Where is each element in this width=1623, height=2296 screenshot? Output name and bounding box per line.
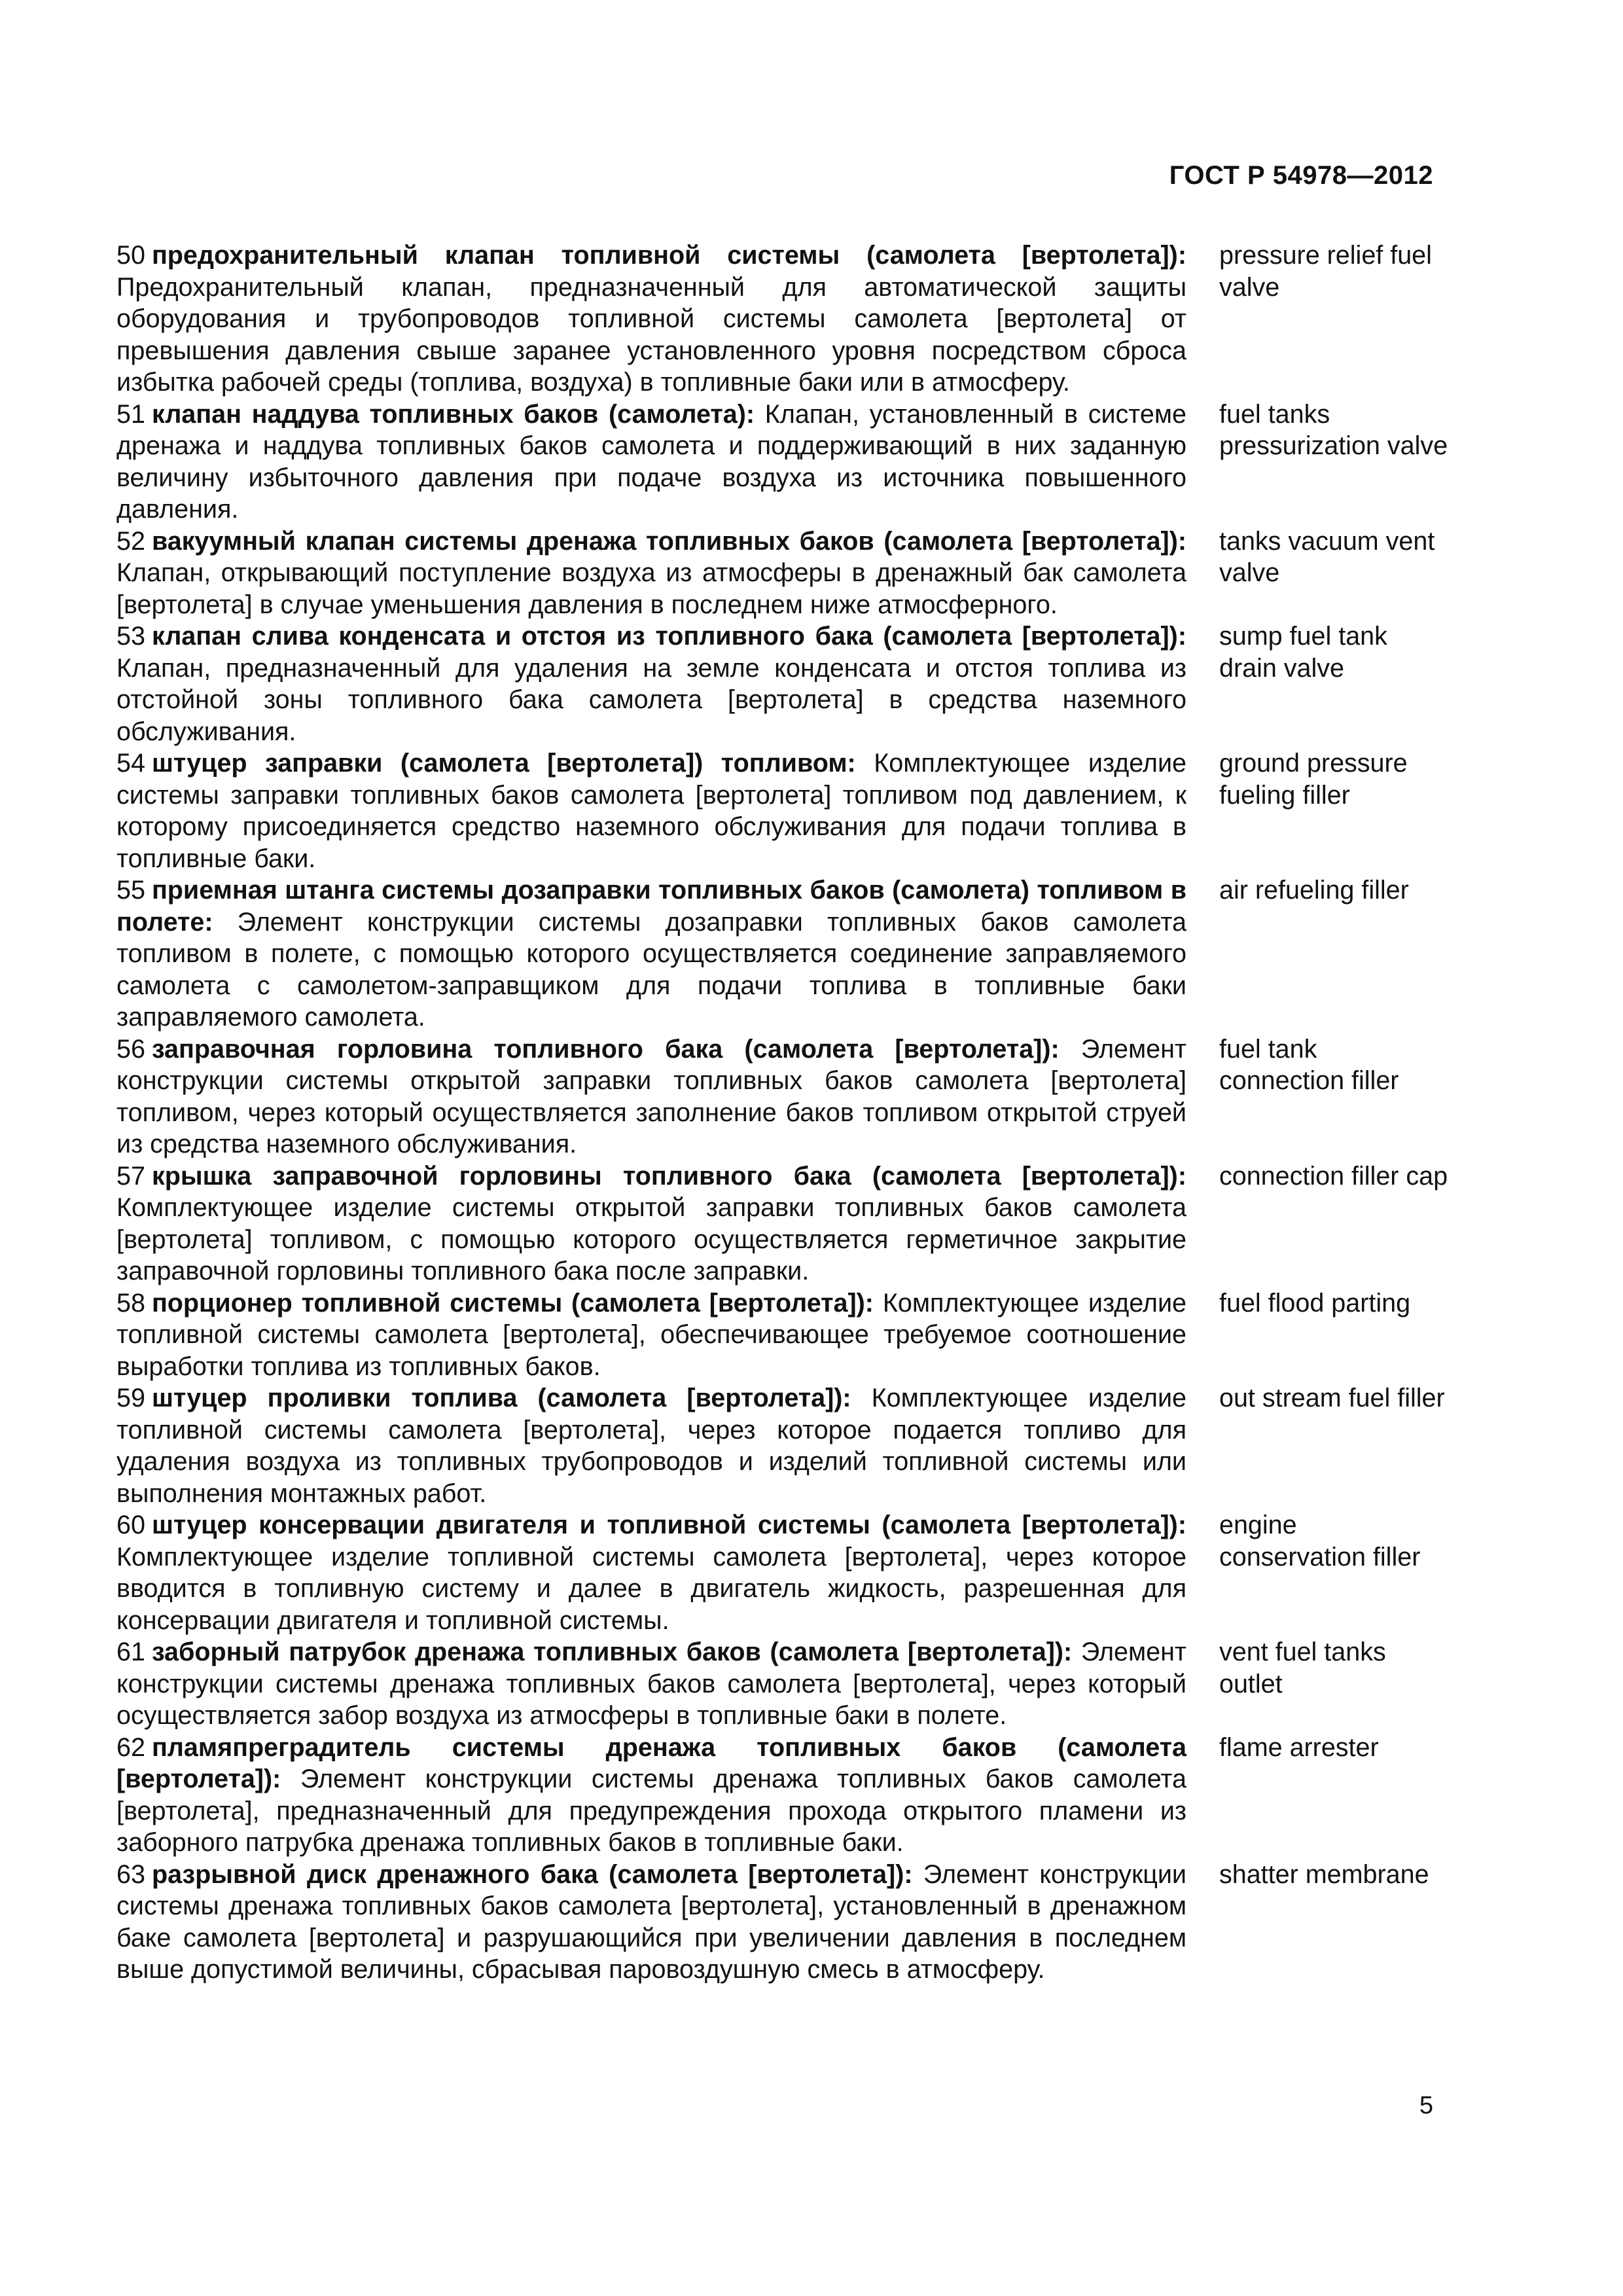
term-english: engine conservation filler (1219, 1511, 1421, 1571)
term-russian (116, 1160, 1186, 1287)
term-english: vent fuel tanks outlet (1219, 1638, 1386, 1698)
document-code: ГОСТ Р 54978—2012 (1169, 161, 1433, 190)
term-russian (116, 1859, 1186, 1986)
term-name: предохранительный клапан топливной системы (самолета [вертолета]): (151, 241, 1186, 270)
term-number: 54 (116, 749, 145, 778)
term-entry (116, 1732, 1448, 1859)
term-definition: Комплектующее изделие топливной системы самолета [вертолета], через которое подается топливо для удаления воздуха из топливных трубопроводов и изделий топливной системы или выполнения монтажных работ. (116, 1384, 1186, 1508)
term-entry (116, 399, 1448, 526)
term-english: out stream fuel filler (1219, 1384, 1445, 1412)
term-entry (116, 1859, 1448, 1986)
term-russian (116, 1382, 1186, 1509)
term-number: 62 (116, 1732, 145, 1762)
term-english: flame arrester (1219, 1732, 1379, 1762)
term-definition: Предохранительный клапан, предназначенный для автоматической защиты оборудования и трубопроводов топливной системы самолета [вертолета] от превышения давления свыше заранее установленного уровня посредством сброса избытка рабочей среды (топлива, воздуха) в топливные баки или в атмосферу. (116, 272, 1186, 397)
term-number: 63 (116, 1859, 145, 1889)
term-name: клапан наддува топливных баков (самолета): (151, 399, 755, 429)
term-name: заправочная горловина топливного бака (самолета [вертолета]): (151, 1034, 1060, 1064)
term-definition: Клапан, установленный в системе дренажа и наддува топливных баков самолета и поддерживающий в них заданную величину избыточного давления при подаче воздуха из источника повышенного давления. (116, 399, 1186, 524)
term-entry (116, 1287, 1448, 1383)
term-number: 52 (116, 526, 145, 556)
term-entry (116, 1382, 1448, 1509)
term-name: приемная штанга системы дозаправки топливных баков (самолета) топливом в полете: (116, 876, 1186, 937)
term-number: 50 (116, 241, 145, 270)
term-english: fuel tank connection filler (1219, 1034, 1399, 1095)
term-number: 59 (116, 1384, 145, 1412)
term-english: ground pressure fueling filler (1219, 749, 1408, 810)
term-definition: Комплектующее изделие топливной системы самолета [вертолета], обеспечивающее требуемое соотношение выработки топлива из топливных баков. (116, 1288, 1186, 1381)
term-entry (116, 1636, 1448, 1732)
term-entry (116, 1033, 1448, 1160)
term-english: connection filler cap (1219, 1161, 1448, 1191)
term-russian (116, 1033, 1186, 1160)
term-entry (116, 620, 1448, 747)
term-english: tanks vacuum vent valve (1219, 526, 1435, 587)
term-name: разрывной диск дренажного бака (самолета [вертолета]): (151, 1859, 913, 1889)
term-english: fuel tanks pressurization valve (1219, 399, 1448, 460)
term-english: sump fuel tank drain valve (1219, 622, 1387, 683)
term-name: порционер топливной системы (самолета [вертолета]): (151, 1288, 874, 1318)
term-name: заборный патрубок дренажа топливных баков (самолета [вертолета]): (151, 1638, 1073, 1666)
term-number: 53 (116, 622, 145, 651)
term-name: крышка заправочной горловины топливного бака (самолета [вертолета]): (151, 1161, 1186, 1191)
term-english: pressure relief fuel valve (1219, 241, 1432, 302)
term-russian (116, 1509, 1186, 1636)
term-russian (116, 526, 1186, 621)
term-name: штуцер консервации двигателя и топливной системы (самолета [вертолета]): (151, 1511, 1186, 1539)
term-russian (116, 747, 1186, 874)
term-definition: Элемент конструкции системы дозаправки топливных баков самолета топливом в полете, с помощью которого осуществляется соединение заправляемого самолета с самолетом-заправщиком для подачи топлива в топливные баки заправляемого самолета. (116, 907, 1186, 1031)
term-number: 51 (116, 399, 145, 429)
term-definition: Комплектующее изделие системы заправки топливных баков самолета [вертолета] топливом под давлением, к которому присоединяется средство наземного обслуживания для подачи топлива в топливные баки. (116, 749, 1186, 873)
term-definition: Элемент конструкции системы дренажа топливных баков самолета [вертолета], установленный в дренажном баке самолета [вертолета] и разрушающийся при увеличении давления в последнем выше допустимой величины, сбрасывая паровоздушную смесь в атмосферу. (116, 1859, 1186, 1984)
term-definition: Комплектующее изделие топливной системы самолета [вертолета], через которое вводится в топливную систему и далее в двигатель жидкость, разрешенная для консервации двигателя и топливной системы. (116, 1542, 1186, 1635)
term-entry (116, 874, 1448, 1033)
term-definition: Клапан, предназначенный для удаления на земле конденсата и отстоя топлива из отстойной зоны топливного бака самолета [вертолета] в средства наземного обслуживания. (116, 653, 1186, 746)
term-definition: Комплектующее изделие системы открытой заправки топливных баков самолета [вертолета] топливом, с помощью которого осуществляется герметичное закрытие заправочной горловины топливного бака после заправки. (116, 1193, 1186, 1285)
term-name: штуцер заправки (самолета [вертолета]) топливом: (151, 749, 856, 778)
term-russian (116, 240, 1186, 399)
term-definition: Элемент конструкции системы открытой заправки топливных баков самолета [вертолета] топливом, через который осуществляется заполнение баков топливом открытой струей из средства наземного обслуживания. (116, 1034, 1186, 1158)
page-number: 5 (1419, 2092, 1433, 2119)
term-definition: Элемент конструкции системы дренажа топливных баков самолета [вертолета], предназначенный для предупреждения прохода открытого пламени из заборного патрубка дренажа топливных баков в топливные баки. (116, 1765, 1186, 1857)
term-entry (116, 1160, 1448, 1287)
term-number: 55 (116, 876, 145, 905)
term-entry (116, 240, 1448, 399)
term-number: 61 (116, 1638, 145, 1666)
term-english: air refueling filler (1219, 876, 1409, 905)
term-name: пламяпреградитель системы дренажа топливных баков (самолета [вертолета]): (116, 1732, 1186, 1793)
term-entry (116, 747, 1448, 874)
term-russian (116, 620, 1186, 747)
term-russian (116, 1732, 1186, 1859)
term-english: fuel flood parting (1219, 1288, 1411, 1318)
term-number: 58 (116, 1288, 145, 1318)
term-russian (116, 1636, 1186, 1732)
term-name: штуцер проливки топлива (самолета [вертолета]): (151, 1384, 851, 1412)
term-name: вакуумный клапан системы дренажа топливных баков (самолета [вертолета]): (151, 526, 1186, 556)
term-english: shatter membrane (1219, 1859, 1429, 1889)
term-name: клапан слива конденсата и отстоя из топливного бака (самолета [вертолета]): (151, 622, 1186, 651)
term-entry (116, 1509, 1448, 1636)
terms-list (116, 240, 1448, 1986)
term-definition: Клапан, открывающий поступление воздуха из атмосферы в дренажный бак самолета [вертолета] в случае уменьшения давления в последнем ниже атмосферного. (116, 558, 1186, 619)
term-russian (116, 1287, 1186, 1383)
term-entry (116, 526, 1448, 621)
term-russian (116, 874, 1186, 1033)
term-number: 57 (116, 1161, 145, 1191)
term-number: 60 (116, 1511, 145, 1539)
term-russian (116, 399, 1186, 526)
term-number: 56 (116, 1034, 145, 1064)
term-definition: Элемент конструкции системы дренажа топливных баков самолета [вертолета], через который осуществляется забор воздуха из атмосферы в топливные баки в полете. (116, 1638, 1186, 1730)
